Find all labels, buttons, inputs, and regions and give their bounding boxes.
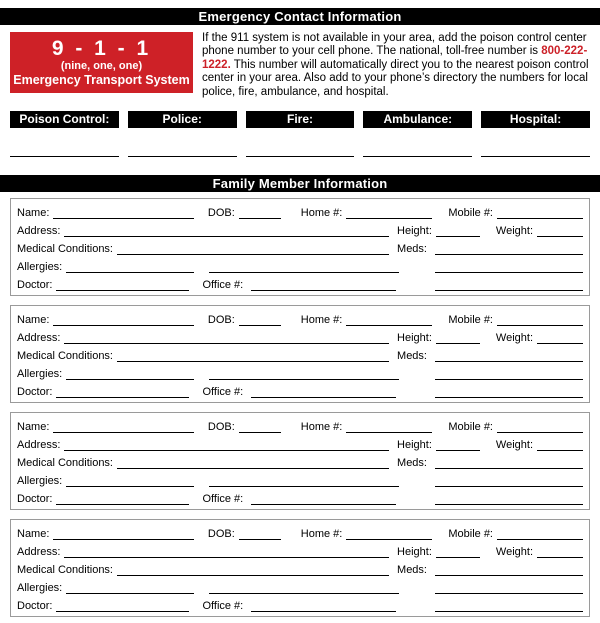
allergies-write-in-line — [66, 593, 194, 594]
address-write-in-line — [64, 450, 389, 451]
medical-conditions-write-in-line — [117, 361, 389, 362]
medical-conditions-label: Medical Conditions: — [17, 457, 113, 470]
height-write-in-line — [436, 450, 480, 451]
doctor-write-in-line — [56, 290, 189, 291]
height-label: Height: — [397, 439, 432, 452]
name-write-in-line — [53, 432, 193, 433]
meds-write-in-line — [435, 361, 583, 362]
meds-continuation-line — [435, 397, 583, 398]
allergies-write-in-line — [66, 379, 194, 380]
mobile-phone-write-in-line — [497, 432, 583, 433]
doctor-label: Doctor: — [17, 386, 53, 399]
allergies-write-in-line — [66, 486, 194, 487]
height-label: Height: — [397, 546, 432, 559]
member-row-allergies — [17, 471, 583, 489]
member-row-allergies — [17, 364, 583, 382]
family-member-block — [10, 412, 590, 510]
section-header-emergency — [0, 8, 600, 25]
doctor-write-in-line — [56, 611, 189, 612]
home-phone-write-in-line — [346, 539, 432, 540]
allergies-label: Allergies: — [17, 582, 63, 595]
contact-write-in-line — [481, 155, 590, 157]
office-phone-write-in-line — [251, 611, 396, 612]
member-row-medical — [17, 560, 583, 578]
home-phone-label: Home #: — [300, 528, 343, 541]
mobile-phone-write-in-line — [497, 539, 583, 540]
dob-write-in-line — [239, 539, 281, 540]
name-label: Name: — [17, 528, 50, 541]
meds-continuation-line — [435, 486, 583, 487]
weight-label: Weight: — [495, 439, 533, 452]
poison-control-phone-number: 800-222-1222. — [202, 45, 588, 71]
office-phone-label: Office #: — [202, 386, 244, 399]
allergies-label: Allergies: — [17, 475, 63, 488]
weight-write-in-line — [537, 557, 583, 558]
home-phone-write-in-line — [346, 218, 432, 219]
allergies-label: Allergies: — [17, 261, 63, 274]
height-write-in-line — [436, 343, 480, 344]
911-callout-box — [10, 32, 193, 93]
height-write-in-line — [436, 557, 480, 558]
weight-label: Weight: — [495, 225, 533, 238]
medical-conditions-label: Medical Conditions: — [17, 243, 113, 256]
meds-label: Meds: — [397, 243, 427, 256]
member-row-doctor — [17, 596, 583, 614]
address-write-in-line — [64, 557, 389, 558]
name-label: Name: — [17, 314, 50, 327]
mobile-phone-label: Mobile #: — [448, 528, 493, 541]
911-subtitle: Emergency Transport System — [13, 73, 190, 87]
member-row-doctor — [17, 275, 583, 293]
contact-label-police: Police: — [128, 111, 237, 128]
home-phone-label: Home #: — [300, 314, 343, 327]
emergency-contact-labels-row — [10, 111, 590, 128]
contact-label-hospital: Hospital: — [481, 111, 590, 128]
member-row-doctor — [17, 489, 583, 507]
allergies-continuation-line — [209, 272, 399, 273]
dob-label: DOB: — [207, 421, 235, 434]
weight-write-in-line — [537, 343, 583, 344]
name-label: Name: — [17, 421, 50, 434]
address-label: Address: — [17, 332, 61, 345]
allergies-label: Allergies: — [17, 368, 63, 381]
family-member-block — [10, 305, 590, 403]
contact-label-poison-control: Poison Control: — [10, 111, 119, 128]
allergies-continuation-line — [209, 593, 399, 594]
dob-label: DOB: — [207, 528, 235, 541]
dob-write-in-line — [239, 325, 281, 326]
name-label: Name: — [17, 207, 50, 220]
allergies-write-in-line — [66, 272, 194, 273]
home-phone-write-in-line — [346, 432, 432, 433]
top-section — [10, 32, 590, 99]
office-phone-label: Office #: — [202, 600, 244, 613]
address-label: Address: — [17, 225, 61, 238]
name-write-in-line — [53, 325, 193, 326]
allergies-continuation-line — [209, 486, 399, 487]
address-label: Address: — [17, 546, 61, 559]
instructions-text-after: This number will automatically direct you to the nearest poison control center in your area. Also add to your phone’s directory the numbers for local police, fire, ambulance, and hospital. — [202, 58, 589, 98]
emergency-contact-blanks-row — [10, 155, 590, 157]
dob-write-in-line — [239, 218, 281, 219]
weight-write-in-line — [537, 236, 583, 237]
doctor-label: Doctor: — [17, 493, 53, 506]
weight-label: Weight: — [495, 332, 533, 345]
address-write-in-line — [64, 343, 389, 344]
family-member-block — [10, 198, 590, 296]
office-phone-write-in-line — [251, 290, 396, 291]
mobile-phone-label: Mobile #: — [448, 314, 493, 327]
meds-continuation-line — [435, 290, 583, 291]
member-row-medical — [17, 239, 583, 257]
meds-write-in-line — [435, 468, 583, 469]
911-number: 9 - 1 - 1 — [51, 37, 152, 60]
911-words: (nine, one, one) — [60, 60, 143, 72]
member-row-doctor — [17, 382, 583, 400]
home-phone-label: Home #: — [300, 207, 343, 220]
meds-continuation-line — [435, 611, 583, 612]
meds-continuation-line — [435, 379, 583, 380]
medical-conditions-write-in-line — [117, 575, 389, 576]
medical-conditions-label: Medical Conditions: — [17, 564, 113, 577]
section-title-family: Family Member Information — [212, 176, 388, 192]
name-write-in-line — [53, 539, 193, 540]
height-write-in-line — [436, 236, 480, 237]
member-row-allergies — [17, 257, 583, 275]
home-phone-write-in-line — [346, 325, 432, 326]
office-phone-write-in-line — [251, 397, 396, 398]
meds-write-in-line — [435, 575, 583, 576]
weight-write-in-line — [537, 450, 583, 451]
contact-write-in-line — [128, 155, 237, 157]
doctor-write-in-line — [56, 504, 189, 505]
contact-write-in-line — [246, 155, 355, 157]
mobile-phone-label: Mobile #: — [448, 421, 493, 434]
member-row-name — [17, 203, 583, 221]
dob-write-in-line — [239, 432, 281, 433]
mobile-phone-label: Mobile #: — [448, 207, 493, 220]
member-row-address — [17, 435, 583, 453]
member-row-address — [17, 542, 583, 560]
address-label: Address: — [17, 439, 61, 452]
doctor-write-in-line — [56, 397, 189, 398]
office-phone-label: Office #: — [202, 279, 244, 292]
instructions-text-before: If the 911 system is not available in your area, add the poison control center phone number to your cell phone. The national, toll-free number is — [202, 32, 587, 58]
meds-continuation-line — [435, 272, 583, 273]
doctor-label: Doctor: — [17, 600, 53, 613]
meds-label: Meds: — [397, 457, 427, 470]
mobile-phone-write-in-line — [497, 325, 583, 326]
section-title-emergency: Emergency Contact Information — [198, 9, 402, 24]
family-member-block — [10, 519, 590, 617]
member-row-name — [17, 524, 583, 542]
member-row-address — [17, 221, 583, 239]
instructions-paragraph — [202, 32, 590, 99]
height-label: Height: — [397, 332, 432, 345]
office-phone-write-in-line — [251, 504, 396, 505]
contact-write-in-line — [363, 155, 472, 157]
member-row-medical — [17, 346, 583, 364]
home-phone-label: Home #: — [300, 421, 343, 434]
section-header-family — [0, 175, 600, 192]
member-row-name — [17, 310, 583, 328]
member-row-allergies — [17, 578, 583, 596]
meds-label: Meds: — [397, 350, 427, 363]
meds-write-in-line — [435, 254, 583, 255]
mobile-phone-write-in-line — [497, 218, 583, 219]
name-write-in-line — [53, 218, 193, 219]
weight-label: Weight: — [495, 546, 533, 559]
contact-label-ambulance: Ambulance: — [363, 111, 472, 128]
contact-write-in-line — [10, 155, 119, 157]
member-row-name — [17, 417, 583, 435]
dob-label: DOB: — [207, 314, 235, 327]
meds-label: Meds: — [397, 564, 427, 577]
address-write-in-line — [64, 236, 389, 237]
office-phone-label: Office #: — [202, 493, 244, 506]
meds-continuation-line — [435, 504, 583, 505]
doctor-label: Doctor: — [17, 279, 53, 292]
family-member-blocks — [10, 198, 590, 617]
height-label: Height: — [397, 225, 432, 238]
medical-conditions-write-in-line — [117, 468, 389, 469]
contact-label-fire: Fire: — [246, 111, 355, 128]
medical-conditions-write-in-line — [117, 254, 389, 255]
member-row-address — [17, 328, 583, 346]
allergies-continuation-line — [209, 379, 399, 380]
dob-label: DOB: — [207, 207, 235, 220]
meds-continuation-line — [435, 593, 583, 594]
member-row-medical — [17, 453, 583, 471]
medical-conditions-label: Medical Conditions: — [17, 350, 113, 363]
